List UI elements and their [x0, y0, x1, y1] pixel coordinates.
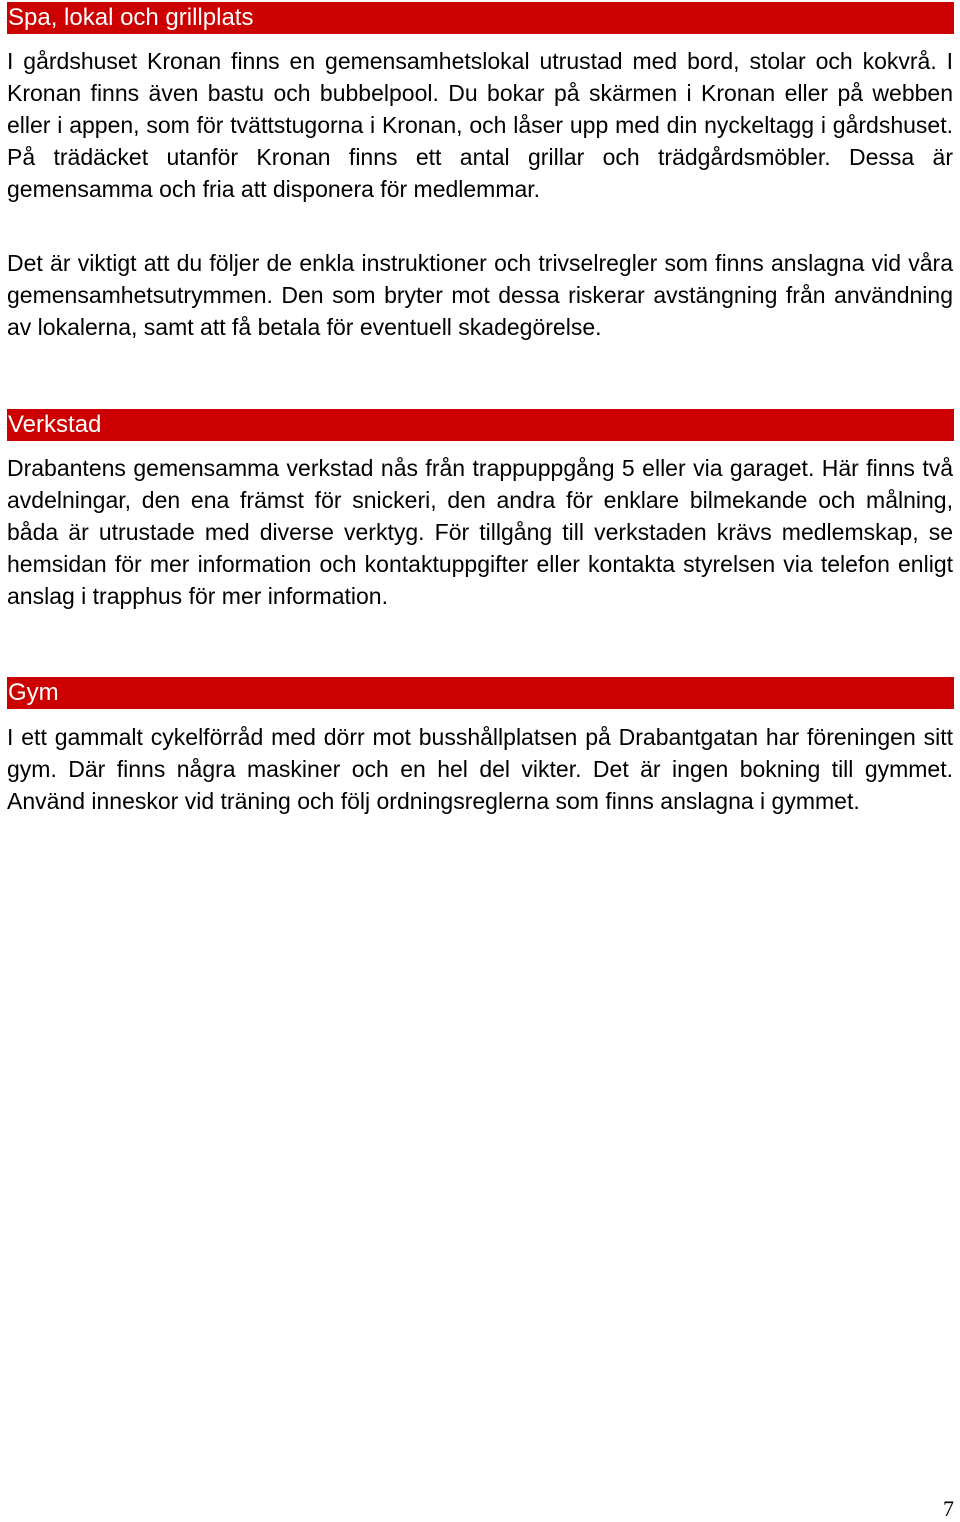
- paragraph-spa-intro: I gårdshuset Kronan finns en gemensamhetslokal utrustad med bord, stolar och kokvrå. I Kronan finns även bastu och bubbelpool. Du bokar på skärmen i Kronan eller på webben eller i appen, som för tvättstugorna i Kronan, och låser upp med din nyckeltagg i gårdshuset. På trädäcket utanför Kronan finns ett antal grillar och trädgårdsmöbler. Dessa är gemensamma och fria att disponera för medlemmar.: [7, 48, 953, 202]
- section-heading-gym: Gym: [7, 677, 954, 709]
- paragraph-gym: I ett gammalt cykelförråd med dörr mot busshållplatsen på Drabantgatan har föreningen sitt gym. Där finns några maskiner och en hel del vikter. Det är ingen bokning till gymmet. Använd inneskor vid träning och följ ordningsreglerna som finns anslagna i gymmet.: [7, 724, 953, 814]
- paragraph-verkstad: Drabantens gemensamma verkstad nås från trappuppgång 5 eller via garaget. Här finns två avdelningar, den ena främst för snickeri, den andra för enklare bilmekande och målning, båda är utrustade med diverse verktyg. För tillgång till verkstaden krävs medlemskap, se hemsidan för mer information och kontaktuppgifter eller kontakta styrelsen via telefon enligt anslag i trapphus för mer information.: [7, 455, 953, 609]
- page-number: 7: [943, 1496, 954, 1521]
- section-heading-spa: Spa, lokal och grillplats: [7, 2, 954, 34]
- paragraph-spa-rules: Det är viktigt att du följer de enkla instruktioner och trivselregler som finns anslagna vid våra gemensamhetsutrymmen. Den som bryter mot dessa riskerar avstängning från användning av lokalerna, samt att få betala för eventuell skadegörelse.: [7, 250, 953, 340]
- section-heading-verkstad: Verkstad: [7, 409, 954, 441]
